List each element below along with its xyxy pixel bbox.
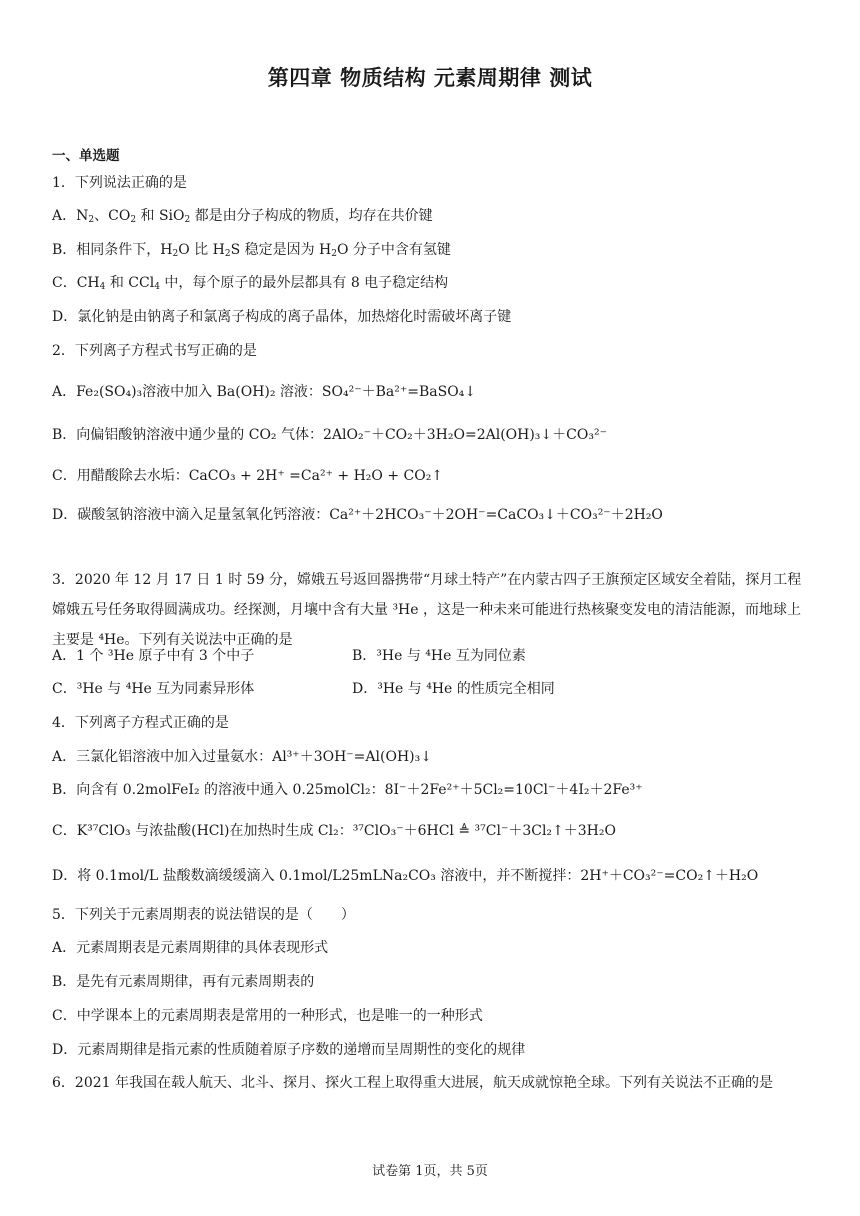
q2-option-b: B．向偏铝酸钠溶液中通少量的 CO₂ 气体：2AlO₂⁻＋CO₂＋3H₂O=2Al(OH)₃↓＋CO₃²⁻ [52, 427, 607, 443]
q2-option-a: A．Fe₂(SO₄)₃溶液中加入 Ba(OH)₂ 溶液：SO₄²⁻＋Ba²⁺=BaSO₄↓ [52, 384, 477, 400]
q3-option-c: C．³He 与 ⁴He 互为同素异形体 [52, 681, 255, 697]
page-title: 第四章 物质结构 元素周期律 测试 [267, 66, 593, 90]
section-heading: 一、单选题 [52, 148, 120, 164]
q2-option-c: C．用醋酸除去水垢：CaCO₃ + 2H⁺ =Ca²⁺ + H₂O + CO₂↑ [52, 468, 444, 484]
q4-stem: 4．下列离子方程式正确的是 [52, 715, 229, 731]
q4-option-a: A．三氯化铝溶液中加入过量氨水：Al³⁺＋3OH⁻=Al(OH)₃↓ [52, 749, 432, 765]
q6-stem: 6．2021 年我国在载人航天、北斗、探月、探火工程上取得重大进展，航天成就惊艳全球。下列有关说法不正确的是 [52, 1075, 773, 1091]
q5-stem: 5．下列关于元素周期表的说法错误的是（ ） [52, 907, 355, 923]
q1-option-d: D．氯化钠是由钠离子和氯离子构成的离子晶体，加热熔化时需破坏离子键 [52, 309, 512, 325]
page-footer: 试卷第 1页，共 5页 [372, 1164, 488, 1179]
q3-option-b: B．³He 与 ⁴He 互为同位素 [352, 648, 526, 664]
q4-option-b: B．向含有 0.2molFeI₂ 的溶液中通入 0.25molCl₂：8I⁻＋2Fe²⁺＋5Cl₂=10Cl⁻＋4I₂＋2Fe³⁺ [52, 782, 643, 798]
q2-option-d: D．碳酸氢钠溶液中滴入足量氢氧化钙溶液：Ca²⁺＋2HCO₃⁻＋2OH⁻=CaCO₃↓＋CO₃²⁻＋2H₂O [52, 507, 663, 523]
q4-option-c: C．K³⁷ClO₃ 与浓盐酸(HCl)在加热时生成 Cl₂：³⁷ClO₃⁻＋6HCl ≜ ³⁷Cl⁻＋3Cl₂↑＋3H₂O [52, 823, 616, 839]
q1-stem: 1．下列说法正确的是 [52, 175, 187, 191]
q1-option-a: A．$N_2$、$CO_2$ 和 SiO$_2$ 都是由分子构成的物质，均存在共价键 [52, 208, 433, 225]
q1-option-c: C．$CH_4$ 和 CCl$_4$ 中，每个原子的最外层都具有 8 电子稳定结构 [52, 275, 449, 292]
q4-option-d: D．将 0.1mol/L 盐酸数滴缓缓滴入 0.1mol/L25mLNa₂CO₃ 溶液中，并不断搅拌：2H⁺＋CO₃²⁻=CO₂↑＋H₂O [52, 868, 759, 884]
q5-option-b: B．是先有元素周期律，再有元素周期表的 [52, 974, 315, 990]
q5-option-c: C．中学课本上的元素周期表是常用的一种形式，也是唯一的一种形式 [52, 1008, 483, 1024]
q5-option-d: D．元素周期律是指元素的性质随着原子序数的递增而呈周期性的变化的规律 [52, 1042, 526, 1058]
q5-option-a: A．元素周期表是元素周期律的具体表现形式 [52, 940, 329, 956]
q3-option-a: A．1 个 ³He 原子中有 3 个中子 [52, 648, 255, 664]
q3-option-d: D．³He 与 ⁴He 的性质完全相同 [352, 681, 555, 697]
q3-stem: 3．2020 年 12 月 17 日 1 时 59 分，嫦娥五号返回器携带“月球土特产”在内蒙古四子王旗预定区域安全着陆，探月工程嫦娥五号任务取得圆满成功。经探测，月壤中含有大量 ³He ，这是一种未来可能进行热核聚变发电的清洁能源，而地球上主要是 ⁴He。下列有关说法中正确的是 [52, 572, 802, 648]
q2-stem: 2．下列离子方程式书写正确的是 [52, 343, 257, 359]
q1-option-b: B．相同条件下，$H_2O$ 比 $H_2S$ 稳定是因为 $H_2O$ 分子中含有氢键 [52, 242, 451, 259]
